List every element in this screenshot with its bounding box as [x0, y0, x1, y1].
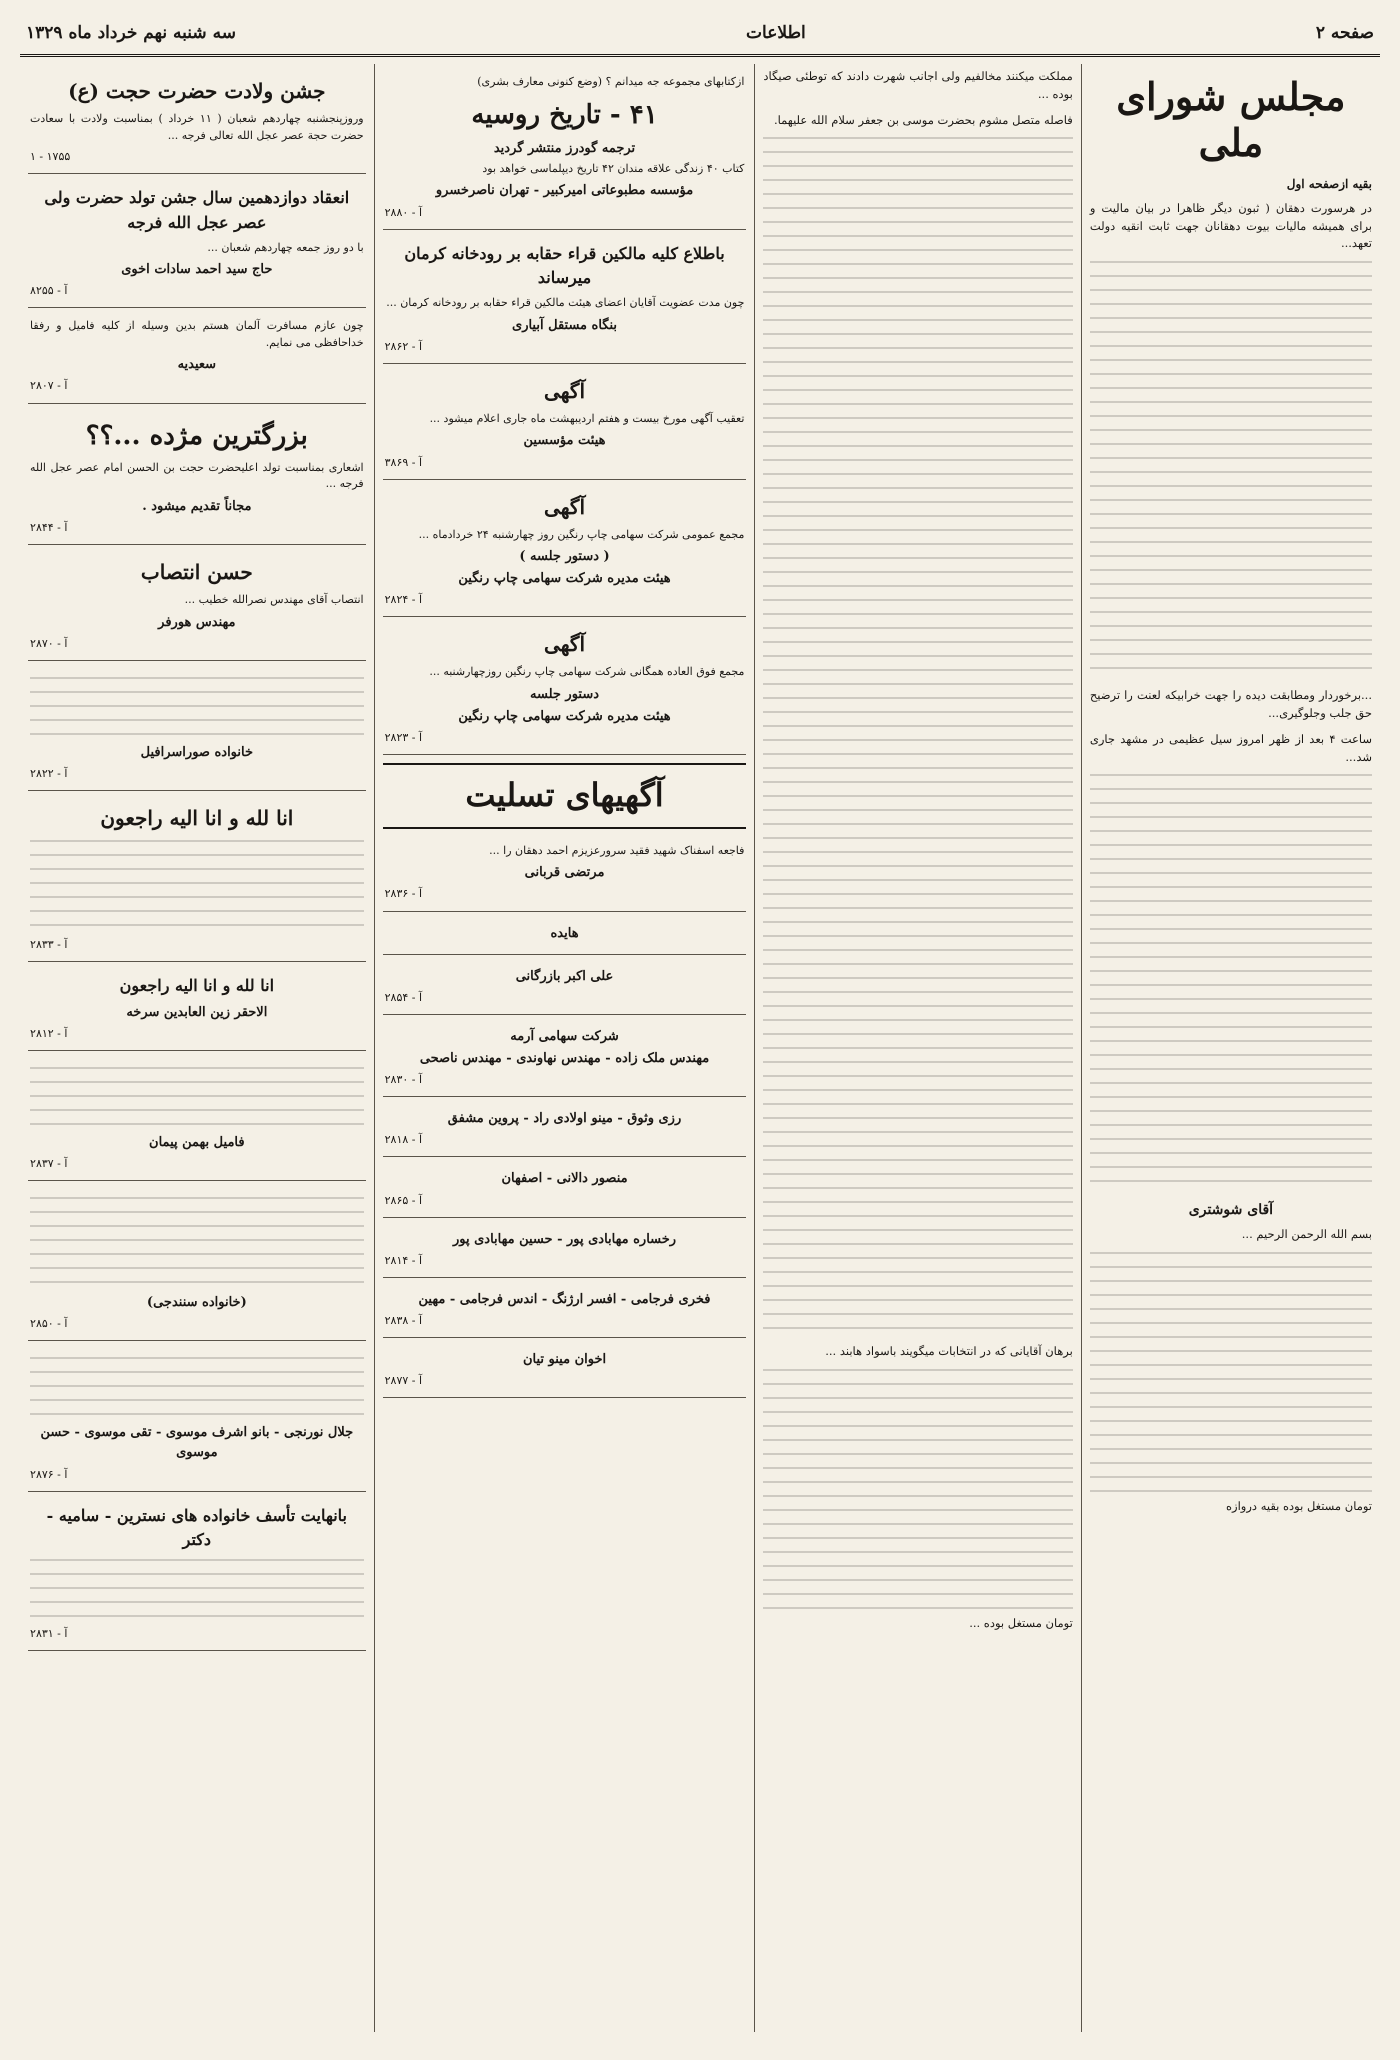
- mourning-signature: مرتضی قربانی: [524, 865, 605, 881]
- ad-code: آ - ۲۸۱۴: [384, 1253, 423, 1267]
- ad-title: انا لله و انا الیه راجعون: [119, 975, 275, 995]
- ad-signature: الاحقر زین العابدین سرخه: [126, 1004, 268, 1020]
- columns: [20, 64, 1380, 2032]
- majlis-paragraph: تومان مستغل بوده بقیه دروازه: [1226, 1498, 1372, 1513]
- notice-body: چون مدت عضویت آقایان اعضای هیئت مالکین قراء حقابه بر رودخانه کرمان ...: [386, 296, 745, 310]
- condolence-ad: [28, 1496, 366, 1652]
- condolence-ad: [28, 665, 366, 791]
- ad-signature: جلال نورنجی - بانو اشرف موسوی - تقی موسوی - حسن موسوی: [40, 1425, 354, 1461]
- ad-code: آ - ۸۲۵۵: [30, 284, 68, 298]
- condolence-ad: [28, 1185, 366, 1341]
- news-paragraph: برهان آقایانی که در انتخابات میگویند باسواد هابند ...: [825, 1344, 1073, 1359]
- mourning-signature: هایده: [550, 925, 579, 941]
- ad-body: با دو روز جمعه چهاردهم شعبان ...: [207, 240, 364, 254]
- majlis-paragraph: بسم الله الرحمن الرحیم ...: [1241, 1227, 1372, 1242]
- majlis-paragraph: ساعت ۴ بعد از ظهر امروز سیل عظیمی در مشهد جاری شد...: [1089, 731, 1373, 764]
- book-publisher: مؤسسه مطبوعاتی امیرکبیر - تهران ناصرخسرو: [435, 183, 694, 199]
- paper-name: اطلاعات: [746, 23, 806, 43]
- notice-signature: هیئت مدیره شرکت سهامی چاپ رنگین: [458, 571, 671, 587]
- text-lines: [1090, 1252, 1372, 1492]
- ad-signature: مهندس هورفر: [158, 614, 236, 630]
- ad-title: حسن انتصاب: [140, 560, 253, 584]
- notice-title: آگهی: [544, 378, 585, 403]
- appointment-ad: [28, 549, 366, 661]
- text-lines: [30, 677, 364, 737]
- ad-code: آ - ۲۸۲۴: [384, 593, 423, 607]
- celebration-ad: [28, 178, 366, 308]
- notice-agenda: ( دستور جلسه ): [519, 549, 610, 565]
- good-news-ad: [28, 408, 366, 545]
- book-translator: ترجمه گودرز منتشر گردید: [493, 140, 636, 156]
- mourning-names: رزی وثوق - مینو اولادی راد - پروین مشفق: [447, 1111, 682, 1127]
- text-lines: [30, 1197, 364, 1287]
- ad-signature: حاج سید احمد سادات اخوی: [121, 262, 273, 278]
- continued-note: بقیه ازصفحه اول: [1286, 177, 1372, 192]
- ad-code: آ - ۲۸۵۴: [384, 990, 423, 1004]
- mourning-section-title: آگهیهای تسلیت: [383, 763, 747, 829]
- ad-signature: خانواده صوراسرافیل: [140, 744, 254, 760]
- ad-signature: سعیدیه: [177, 357, 217, 373]
- ad-code: آ - ۲۸۳۱: [30, 1627, 68, 1641]
- ad-code: آ - ۲۸۷۶: [30, 1467, 68, 1481]
- ad-body: وروزپنجشنبه چهاردهم شعبان ( ۱۱ خرداد ) بمناسبت ولادت با سعادت حضرت حجة عصر عجل الله تعالی فرجه ...: [30, 112, 364, 142]
- celebration-ad: [28, 68, 366, 174]
- condolence-ad: [28, 1055, 366, 1181]
- speaker-head: آقای شوشتری: [1188, 1202, 1274, 1219]
- majlis-title: مجلس شورای ملی: [1116, 74, 1346, 165]
- mourning-names: مهندس ملک زاده - مهندس نهاوندی - مهندس ناصحی: [419, 1051, 710, 1066]
- book-info: کتاب ۴۰ زندگی علاقه مندان ۴۲ تاریخ دیپلماسی خواهد بود: [482, 161, 745, 175]
- text-lines: [763, 1369, 1072, 1609]
- ad-code: آ - ۲۸۳۷: [30, 1157, 68, 1171]
- ad-body: انتصاب آقای مهندس نصرالله خطیب ...: [184, 593, 364, 606]
- mourning-ad: [383, 1342, 747, 1398]
- mourning-names: منصور دالانی - اصفهان: [501, 1171, 628, 1187]
- news-paragraph: مملکت میکنند مخالفیم ولی اجانب شهرت دادند که توطئی صیگاد بوده ...: [763, 69, 1073, 101]
- notice-title: باطلاع کلیه مالکین قراء حقابه بر رودخانه کرمان میرساند: [404, 243, 725, 288]
- ad-title: جشن ولادت حضرت حجت (ع): [68, 79, 326, 103]
- ad-code: آ - ۲۸۸۰: [384, 205, 423, 219]
- ad-title: بزرگترین مژده ...؟؟: [85, 420, 308, 451]
- extraordinary-notice: [383, 621, 747, 755]
- ad-body: چون عازم مسافرت آلمان هستم بدین وسیله از کلیه فامیل و رفقا خداحافظی می نمایم.: [30, 319, 364, 349]
- masthead: [20, 12, 1380, 57]
- book-series: ازکتابهای مجموعه جه میدانم ؟ (وضع کنونی معارف بشری): [477, 75, 745, 88]
- newspaper-page: [20, 12, 1380, 2032]
- book-title: ۴۱ - تاریخ روسیه: [471, 99, 658, 130]
- notice-body: تعقیب آگهی مورخ بیست و هفتم اردیبهشت ماه جاری اعلام میشود ...: [429, 411, 745, 425]
- column-majlis: [1081, 64, 1380, 2032]
- text-lines: [1090, 261, 1372, 681]
- book-ad: [383, 68, 747, 230]
- notice-signature: هیئت مؤسسین: [523, 433, 606, 449]
- ad-code: آ - ۲۸۳۶: [384, 887, 423, 901]
- founders-notice: [383, 368, 747, 480]
- notice-signature: هیئت مدیره شرکت سهامی چاپ رنگین: [458, 709, 671, 725]
- mourning-names: فخری فرجامی - افسر ارژنگ - اندس فرجامی - مهین: [418, 1291, 711, 1307]
- ad-code: آ - ۲۸۲۲: [30, 766, 68, 780]
- ad-code: آ - ۲۸۷۰: [30, 636, 68, 650]
- mourning-names: رخساره مهابادی پور - حسین مهابادی پور: [452, 1231, 677, 1247]
- ad-signature: مجاناً تقدیم میشود .: [142, 498, 252, 514]
- ad-code: آ - ۲۸۱۲: [30, 1026, 68, 1040]
- text-lines: [30, 1067, 364, 1127]
- ad-signature: فامیل بهمن پیمان: [149, 1134, 245, 1150]
- ad-signature: (خانواده سنندجی): [146, 1295, 247, 1311]
- notice-title: آگهی: [544, 494, 585, 519]
- ad-code: آ - ۲۸۳۳: [30, 937, 68, 951]
- mourning-signature: علی اکبر بازرگانی: [515, 968, 614, 984]
- condolence-ad: [28, 795, 366, 962]
- mourning-ad: [383, 1161, 747, 1217]
- notice-body: مجمع فوق العاده همگانی شرکت سهامی چاپ رنگین روزچهارشنبه ...: [429, 665, 745, 679]
- condolence-ad: [28, 1345, 366, 1491]
- ad-title: بانهایت تأسف خانواده های نسترین - سامیه - دکتر: [46, 1505, 347, 1550]
- mourning-ad: [383, 916, 747, 955]
- ad-code: آ - ۲۸۰۷: [30, 379, 68, 393]
- farewell-ad: [28, 312, 366, 403]
- mourning-ad: [383, 1101, 747, 1157]
- mourning-ad: [383, 959, 747, 1015]
- mourning-ad: [383, 1282, 747, 1338]
- ad-title: انعقاد دوازدهمین سال جشن تولد حضرت ولی عصر عجل الله فرجه: [44, 188, 350, 232]
- ad-code: آ - ۲۸۴۴: [30, 520, 68, 534]
- column-side: [20, 64, 374, 2032]
- ad-code: آ - ۲۸۶۵: [384, 1193, 423, 1207]
- ad-title: انا لله و انا الیه راجعون: [100, 805, 294, 830]
- ad-code: آ - ۲۸۱۸: [384, 1133, 423, 1147]
- text-lines: [763, 137, 1072, 1337]
- column-ads: [374, 64, 755, 2032]
- notice-title: آگهی: [544, 632, 585, 657]
- irrigation-notice: [383, 234, 747, 364]
- ad-code: آ - ۲۸۵۰: [30, 1317, 68, 1331]
- ad-code: آ - ۳۸۶۹: [384, 455, 423, 469]
- assembly-notice: [383, 484, 747, 618]
- column-news: [754, 64, 1080, 2032]
- mourning-body: فاجعه اسفناک شهید فقید سرورعزیزم احمد دهقان را ...: [489, 843, 745, 857]
- mourning-signature: اخوان مینو تیان: [522, 1351, 607, 1367]
- condolence-ad: [28, 966, 366, 1051]
- majlis-paragraph: در هرسورت دهقان ( ثبون دیگر ظاهرا در بیان مالیت و برای همیشه مالیات بیوت دهقانان جهت ثابت انقیه دولت تعهد...: [1089, 200, 1372, 251]
- ad-code: آ - ۲۸۷۷: [384, 1374, 423, 1388]
- ad-body: اشعاری بمناسبت تولد اعلیحضرت حجت بن الحسن امام عصر عجل الله فرجه ...: [30, 460, 364, 491]
- notice-body: مجمع عمومی شرکت سهامی چاپ رنگین روز چهارشنبه ۲۴ خردادماه ...: [418, 527, 745, 541]
- text-lines: [30, 840, 364, 930]
- ad-code: آ - ۲۸۳۰: [384, 1073, 423, 1087]
- news-paragraph: فاصله متصل مشوم بحضرت موسی بن جعفر سلام الله علیهما.: [773, 112, 1073, 127]
- text-lines: [30, 1357, 364, 1417]
- mourning-ad: [383, 1019, 747, 1097]
- mourning-ad: [383, 837, 747, 912]
- mourning-signature: شرکت سهامی آرمه: [510, 1028, 619, 1044]
- mourning-ad: [383, 1222, 747, 1278]
- text-lines: [30, 1559, 364, 1619]
- news-paragraph: تومان مستغل بوده ...: [969, 1616, 1073, 1631]
- notice-signature: بنگاه مستقل آبیاری: [512, 317, 618, 333]
- majlis-paragraph: ...برخوردار ومطابقت دیده را جهت خرابیکه لعنت را ترضیح حق جلب وجلوگیری...: [1089, 688, 1372, 721]
- page-number: صفحه ۲: [1315, 23, 1374, 43]
- ad-code: آ - ۲۸۲۳: [384, 731, 423, 745]
- text-lines: [1090, 774, 1372, 1194]
- ad-code: آ - ۲۸۶۲: [384, 339, 423, 353]
- ad-code: آ - ۲۸۳۸: [384, 1313, 423, 1327]
- ad-code: ۱ - ۱۷۵۵: [30, 150, 71, 163]
- notice-agenda: دستور جلسه: [530, 686, 600, 702]
- issue-date: سه شنبه نهم خرداد ماه ۱۳۲۹: [26, 23, 236, 43]
